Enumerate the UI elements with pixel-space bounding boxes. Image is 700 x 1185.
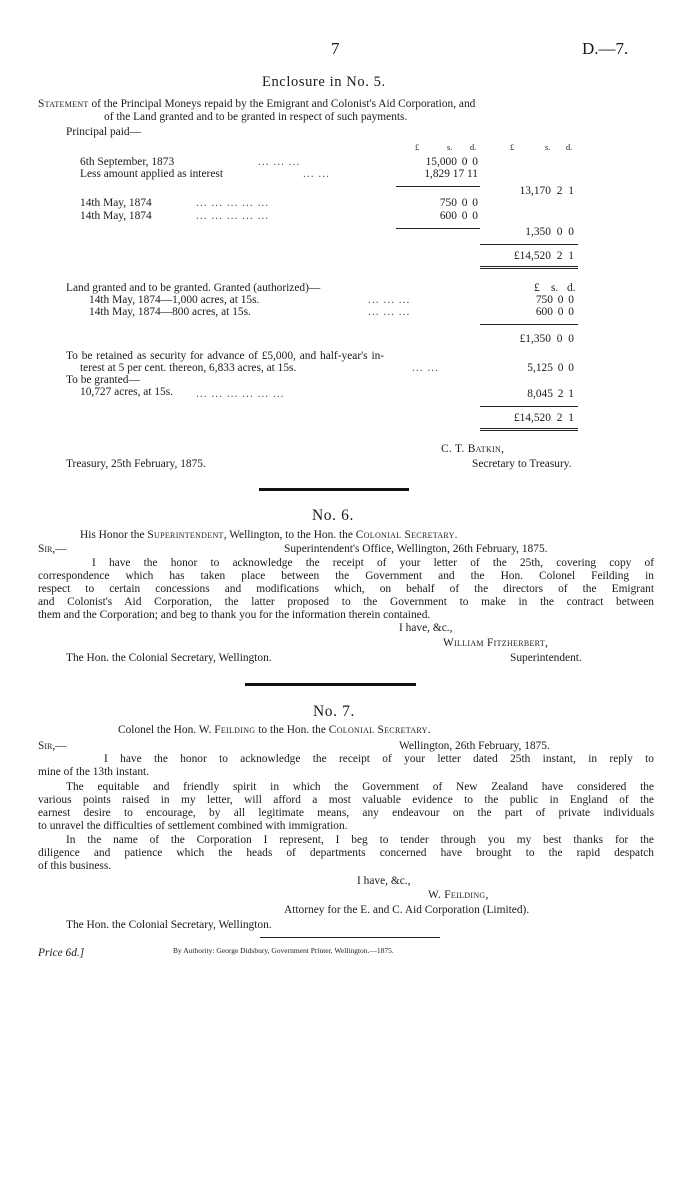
amount: 1,829 17 11 xyxy=(424,168,478,180)
amount: 750 0 0 xyxy=(439,197,478,209)
price: Price 6d.] xyxy=(38,947,85,959)
body-line: of this business. xyxy=(38,860,112,872)
leader-dots: ... ... xyxy=(303,168,330,180)
body-line: The equitable and friendly spirit in which the Government of New Zealand have considered the xyxy=(66,781,654,793)
body-line: respect to certain concessions and modifications which, on behalf of the directors of the Emigrant xyxy=(38,583,654,595)
col-s-outer: s. xyxy=(545,143,551,152)
body-line: them and the Corporation; and beg to thank you for the information therein contained. xyxy=(38,609,431,621)
intro-text: to the Hon. the xyxy=(258,724,326,736)
table-row: 14th May, 1874 xyxy=(80,210,152,222)
table-row: 10,727 acres, at 15s. xyxy=(80,386,173,398)
closing: I have, &c., xyxy=(357,875,411,887)
statement-text: of the Principal Moneys repaid by the Emigrant and Colonist's Aid Corporation, and xyxy=(91,98,476,110)
principal-paid-label: Principal paid— xyxy=(66,126,141,138)
col-s-inner: s. xyxy=(447,143,453,152)
authority-line: By Authority: George Didsbury, Government Printer, Wellington.—1875. xyxy=(173,946,394,955)
leader-dots: ... ... xyxy=(412,362,439,374)
rule xyxy=(480,428,578,429)
signer-name: William Fitzherbert, xyxy=(443,637,549,649)
addressee: The Hon. the Colonial Secretary, Wellington. xyxy=(66,652,272,664)
signer-title: Superintendent. xyxy=(510,652,582,664)
salutation: Sir,— xyxy=(38,740,67,752)
body-line: I have the honor to acknowledge the receipt of your letter of the 25th, covering copy of xyxy=(92,557,654,569)
amount: 750 0 0 xyxy=(535,294,574,306)
salutation: Sir,— xyxy=(38,543,67,555)
signer-name: W. Feilding, xyxy=(428,889,489,901)
body-line: correspondence which has taken place between the Government and the Hon. Colonel Feilding in xyxy=(38,570,654,582)
signer-name: C. T. Batkin, xyxy=(441,443,505,455)
rule xyxy=(480,406,578,407)
leader-dots: ... ... ... ... ... xyxy=(196,197,270,209)
intro-text: His Honor the xyxy=(80,529,145,541)
body-line: and Colonist's Aid Corporation, the latter proposed to the Government to make in the contract between xyxy=(38,596,654,608)
rule xyxy=(396,228,480,229)
col-d-inner: d. xyxy=(470,143,477,152)
table-row: Less amount applied as interest xyxy=(80,168,223,180)
body-line: I have the honor to acknowledge the receipt of your letter dated 25th instant, in reply to xyxy=(104,753,654,765)
amount: 600 0 0 xyxy=(439,210,478,222)
table-row: 14th May, 1874—1,000 acres, at 15s. xyxy=(89,294,260,306)
no6-title: No. 6. xyxy=(312,507,354,524)
intro-colonial-secretary: Colonial Secretary xyxy=(355,529,455,541)
section-divider xyxy=(245,683,416,686)
retained-text-1: To be retained as security for advance of £5,000, and half-year's in- xyxy=(66,350,385,362)
rule xyxy=(480,244,578,245)
rule xyxy=(396,186,480,187)
body-line: diligence and patience which the heads of departments concerned have brought to the rapid despatch xyxy=(38,847,654,859)
address: Wellington, 26th February, 1875. xyxy=(399,740,550,752)
rule xyxy=(480,268,578,269)
enclosure-title: Enclosure in No. 5. xyxy=(262,74,386,90)
body-line: to unravel the difficulties of settlement combined with immigration. xyxy=(38,820,348,832)
rule xyxy=(480,324,578,325)
closing: I have, &c., xyxy=(399,622,453,634)
intro-colonial-secretary: Colonial Secretary xyxy=(328,724,428,736)
intro-feilding: Feilding xyxy=(214,724,256,736)
col-d-land: d. xyxy=(567,282,576,294)
place-date: Treasury, 25th February, 1875. xyxy=(66,458,206,470)
intro-superintendent: Superintendent xyxy=(147,529,224,541)
page-number: 7 xyxy=(331,39,340,58)
rule xyxy=(480,430,578,431)
intro-text: Colonel the Hon. W. xyxy=(118,724,212,736)
table-row: 6th September, 1873 xyxy=(80,156,175,168)
land-heading: Land granted and to be granted. Granted (authorized)— xyxy=(66,282,321,294)
body-line: mine of the 13th instant. xyxy=(38,766,150,778)
address: Superintendent's Office, Wellington, 26th February, 1875. xyxy=(284,543,548,555)
leader-dots: ... ... ... xyxy=(368,306,411,318)
no7-title: No. 7. xyxy=(313,703,355,720)
document-reference: D.—7. xyxy=(582,39,629,58)
leader-dots: ... ... ... xyxy=(258,156,301,168)
land-subtotal: £1,350 0 0 xyxy=(519,333,574,345)
body-line: In the name of the Corporation I represent, I beg to tender through you my best thanks for the xyxy=(66,834,654,846)
addressee: The Hon. the Colonial Secretary, Wellington. xyxy=(66,919,272,931)
subtotal: 1,350 0 0 xyxy=(525,226,574,238)
subtotal: 13,170 2 1 xyxy=(519,185,574,197)
body-line: earnest desire to encourage, by all legitimate means, any endeavour on the part of private individuals xyxy=(38,807,654,819)
leader-dots: ... ... ... ... ... xyxy=(196,210,270,222)
no7-intro xyxy=(118,724,431,738)
total-land: £14,520 2 1 xyxy=(513,412,574,424)
col-pound-outer: £ xyxy=(510,143,515,152)
signer-title: Attorney for the E. and C. Aid Corporation (Limited). xyxy=(284,904,530,916)
total-money: £14,520 2 1 xyxy=(513,250,574,262)
col-pound-land: £ xyxy=(534,282,540,294)
amount: 15,000 0 0 xyxy=(425,156,478,168)
to-be-granted: To be granted— xyxy=(66,374,140,386)
body-line: various points raised in my letter, will afford a most valuable evidence to the public in England of the xyxy=(38,794,654,806)
leader-dots: ... ... ... xyxy=(368,294,411,306)
col-pound-inner: £ xyxy=(415,143,420,152)
section-divider xyxy=(259,488,409,491)
table-row: 14th May, 1874 xyxy=(80,197,152,209)
statement-text-2: of the Land granted and to be granted in respect of such payments. xyxy=(104,111,408,123)
statement-heading xyxy=(38,98,475,112)
col-d-outer: d. xyxy=(566,143,573,152)
retained-text-2: terest at 5 per cent. thereon, 6,833 acres, at 15s. xyxy=(80,362,297,374)
col-s-land: s. xyxy=(551,282,559,294)
statement-label: Statement xyxy=(38,98,89,110)
footer-rule xyxy=(260,937,440,938)
intro-text: . xyxy=(427,724,431,736)
table-row: 14th May, 1874—800 acres, at 15s. xyxy=(89,306,251,318)
amount: 600 0 0 xyxy=(535,306,574,318)
intro-text: , Wellington, to the Hon. the xyxy=(223,529,353,541)
intro-text: . xyxy=(454,529,458,541)
leader-dots: ... ... ... ... ... ... xyxy=(196,388,285,400)
amount: 5,125 0 0 xyxy=(527,362,574,374)
rule xyxy=(480,266,578,267)
no6-intro xyxy=(80,529,458,543)
amount: 8,045 2 1 xyxy=(527,388,574,400)
signer-title: Secretary to Treasury. xyxy=(472,458,572,470)
